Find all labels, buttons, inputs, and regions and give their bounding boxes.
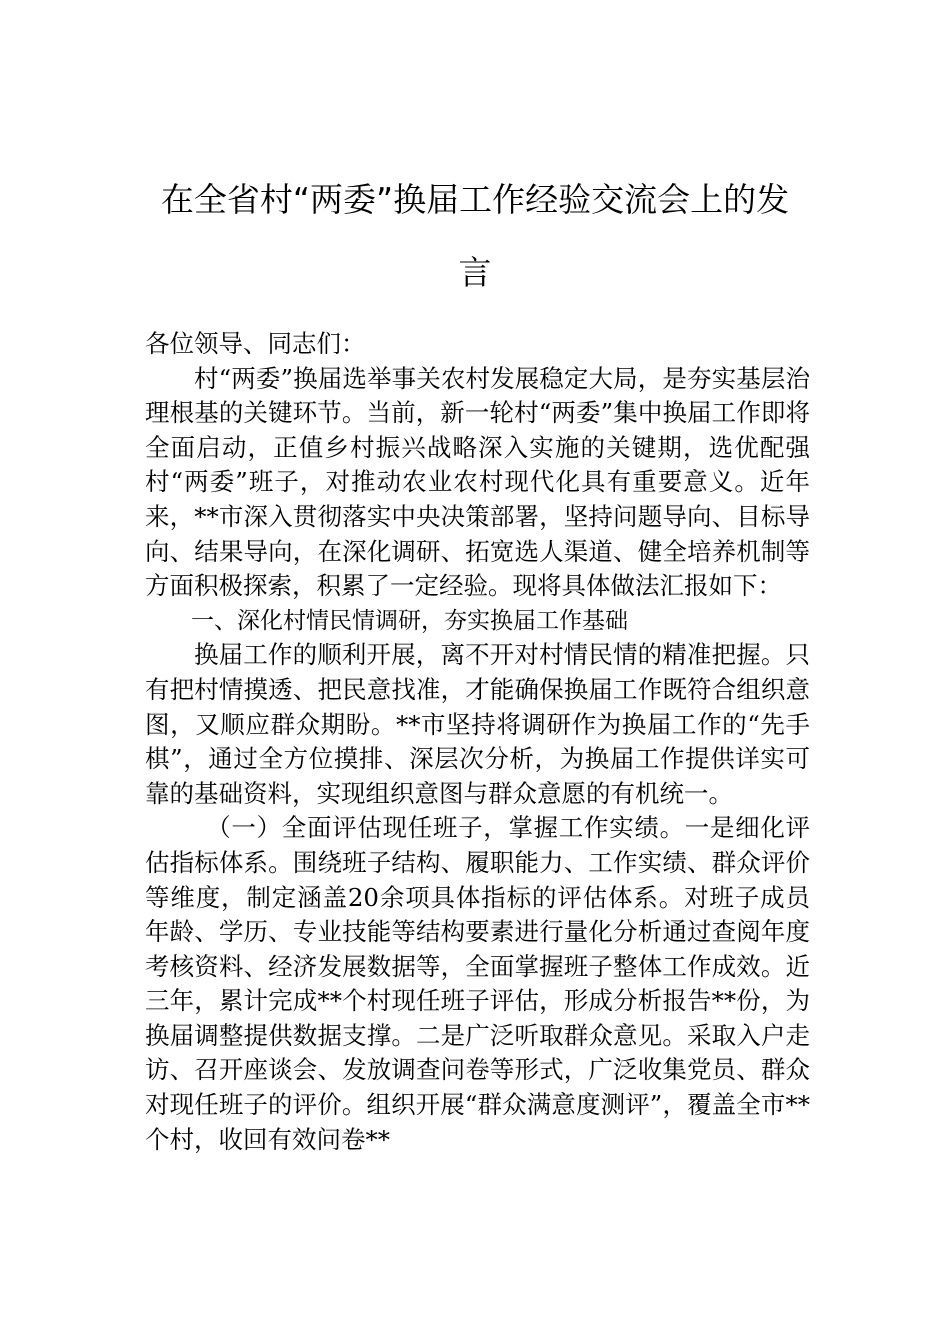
intro-paragraph: 村“两委”换届选举事关农村发展稳定大局，是夯实基层治理根基的关键环节。当前，新一轮村“两委”集中换届工作即将全面启动，正值乡村振兴战略深入实施的关键期，选优配强村“两委”班子，对推动农业农村现代化具有重要意义。近年来，**市深入贯彻落实中央决策部署，坚持问题导向、目标导向、结果导向，在深化调研、拓宽选人渠道、健全培养机制等方面积极探索，积累了一定经验。现将具体做法汇报如下： [145,363,810,601]
section-heading: 一、深化村情民情调研，夯实换届工作基础 [191,607,628,634]
document-body [145,327,810,1157]
subsection-paragraph: （一）全面评估现任班子，掌握工作实绩。一是细化评估指标体系。围绕班子结构、履职能力、工作实绩、群众评价等维度，制定涵盖20余项具体指标的评估体系。对班子成员年龄、学历、专业技能等结构要素进行量化分析通过查阅年度考核资料、经济发展数据等，全面掌握班子整体工作成效。近三年，累计完成**个村现任班子评估，形成分析报告**份，为换届调整提供数据支撑。二是广泛听取群众意见。采取入户走访、召开座谈会、发放调查问卷等形式，广泛收集党员、群众对现任班子的评价。组织开展“群众满意度测评”，覆盖全市**个村，收回有效问卷** [145,813,810,1154]
salutation: 各位领导、同志们： [145,329,366,358]
section-body-paragraph: 换届工作的顺利开展，离不开对村情民情的精准把握。只有把村情摸透、把民意找准，才能确保换届工作既符合组织意图，又顺应群众期盼。**市坚持将调研作为换届工作的“先手棋”，通过全方位摸排、深层次分析，为换届工作提供详实可靠的基础资料，实现组织意图与群众意愿的有机统一。 [145,640,810,808]
document-title: 在全省村“两委”换届工作经验交流会上的发言 [160,180,790,292]
